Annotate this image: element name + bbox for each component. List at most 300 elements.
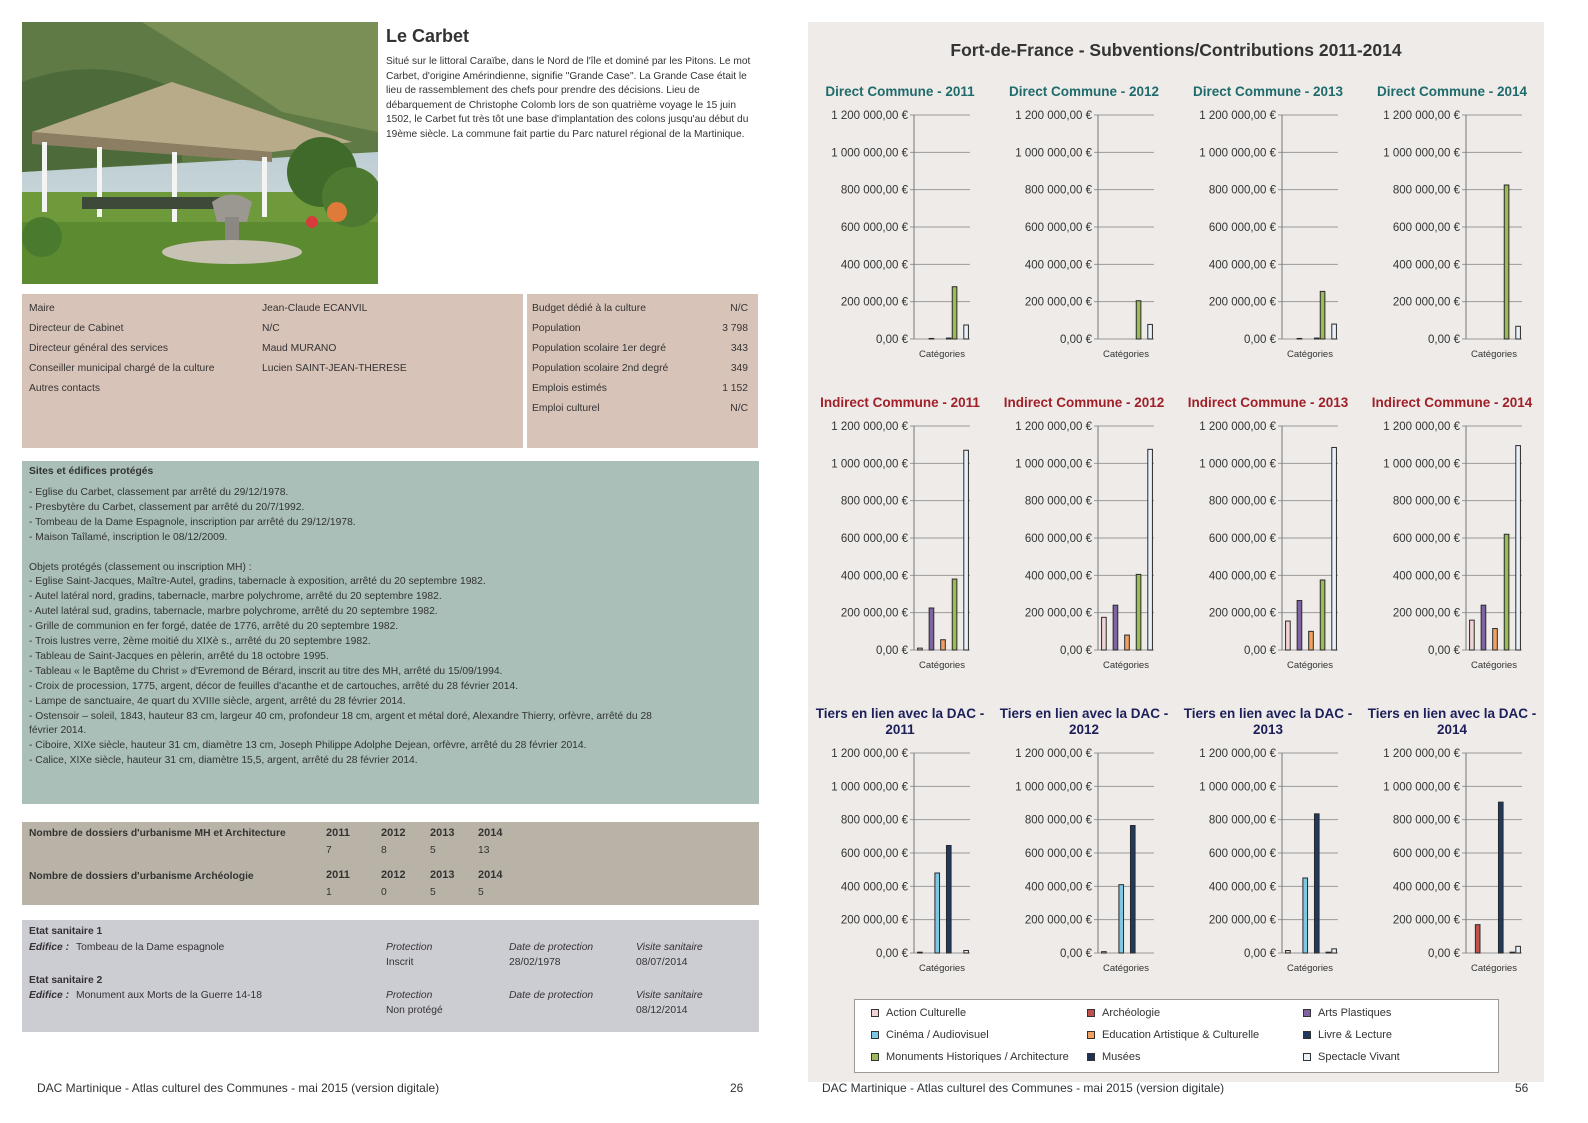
chart-plot [808, 395, 992, 675]
urban-mh-year: 2013 [430, 827, 455, 839]
x-axis-label: Catégories [1103, 963, 1149, 974]
urban-archeo-year: 2011 [326, 869, 350, 881]
heritage-heading: Sites et édifices protégés [29, 466, 154, 477]
y-tick-label: 800 000,00 € [1392, 495, 1460, 508]
school-1-label: Population scolaire 1er degré [532, 343, 666, 354]
y-tick-label: 600 000,00 € [1208, 222, 1276, 234]
bar-mus-es [1326, 952, 1331, 953]
heritage-block [22, 461, 759, 804]
chart-direct-2013 [1176, 84, 1360, 364]
y-tick-label: 800 000,00 € [840, 184, 908, 197]
y-tick-label: 0,00 € [1060, 948, 1092, 960]
y-tick-label: 0,00 € [1428, 334, 1460, 346]
y-tick-label: 1 200 000,00 € [831, 110, 908, 122]
sanitary-1-protection-label: Protection [386, 942, 433, 953]
urban-archeo-label: Nombre de dossiers d'urbanisme Archéologie [29, 871, 254, 882]
right-page [790, 0, 1588, 1123]
legend-label: Monuments Historiques / Architecture [886, 1051, 1069, 1063]
chart-plot [1360, 395, 1544, 675]
bar-education-artistique-culturelle [1309, 631, 1314, 650]
urban-archeo-year: 2013 [430, 869, 455, 881]
bar-arts-plastiques [1481, 605, 1486, 650]
legend-swatch [871, 1031, 879, 1039]
heritage-line: - Autel latéral nord, gradins, tabernacle, marbre polychrome, arrêté du 20 septembre 1982. [29, 591, 442, 603]
x-axis-label: Catégories [1287, 963, 1333, 974]
y-tick-label: 600 000,00 € [1392, 222, 1460, 234]
jobs-value: 1 152 [722, 383, 748, 394]
y-tick-label: 200 000,00 € [840, 296, 908, 309]
legend-label: Archéologie [1102, 1007, 1161, 1019]
chart-title: Indirect Commune - 2012 [1003, 395, 1165, 410]
budget-value: N/C [730, 303, 748, 314]
heritage-line: - Eglise du Carbet, classement par arrêté du 29/12/1978. [29, 487, 289, 498]
y-tick-label: 400 000,00 € [1024, 259, 1092, 272]
legend-item [1303, 1029, 1392, 1041]
bar-livre-lecture [1314, 814, 1319, 953]
urban-mh-label: Nombre de dossiers d'urbanisme MH et Architecture [29, 828, 286, 839]
chart-direct-2014 [1360, 84, 1544, 364]
sanitary-block [22, 920, 759, 1032]
right-footer-text: DAC Martinique - Atlas culturel des Communes - mai 2015 (version digitale) [822, 1081, 1225, 1095]
y-tick-label: 0,00 € [1060, 645, 1092, 657]
legend-label: Cinéma / Audiovisuel [886, 1029, 989, 1041]
heritage-line: - Maison Taîlamé, inscription le 08/12/2009. [29, 531, 228, 543]
y-tick-label: 1 000 000,00 € [1383, 147, 1460, 160]
legend-item [1087, 1029, 1259, 1041]
cultural-job-label: Emploi culturel [532, 403, 600, 414]
x-axis-label: Catégories [919, 963, 965, 974]
urban-archeo-value: 5 [478, 887, 484, 898]
chart-title: Tiers en lien avec la DAC - 2011 [815, 706, 985, 737]
urban-mh-year: 2011 [326, 827, 350, 839]
y-tick-label: 600 000,00 € [1392, 533, 1460, 545]
bar-livre-lecture [1130, 826, 1135, 954]
chart-title: Indirect Commune - 2014 [1371, 395, 1533, 410]
bar-cin-ma-audiovisuel [935, 873, 940, 953]
chart-indirect-2011 [808, 395, 992, 675]
chart-title: Direct Commune - 2011 [825, 84, 975, 99]
bar-spectacle-vivant [1516, 446, 1521, 650]
y-tick-label: 0,00 € [1428, 948, 1460, 960]
y-tick-label: 600 000,00 € [1208, 848, 1276, 860]
y-tick-label: 200 000,00 € [1392, 296, 1460, 309]
legend-swatch [871, 1053, 879, 1061]
chart-indirect-2014 [1360, 395, 1544, 675]
sanitary-2-visit-label: Visite sanitaire [636, 990, 703, 1001]
charts-panel [808, 22, 1544, 1082]
bar-cin-ma-audiovisuel [1303, 878, 1308, 953]
chart-plot [1176, 395, 1360, 675]
dgs-value: Maud MURANO [262, 343, 337, 354]
charts-main-title: Fort-de-France - Subventions/Contributions 2011-2014 [950, 40, 1402, 60]
y-tick-label: 0,00 € [876, 334, 908, 346]
chart-plot [808, 84, 992, 364]
sanitary-2-protection-label: Protection [386, 990, 433, 1001]
urban-archeo-value: 0 [381, 887, 387, 898]
bar-education-artistique-culturelle [941, 640, 946, 650]
y-tick-label: 400 000,00 € [1392, 259, 1460, 272]
y-tick-label: 1 200 000,00 € [1015, 110, 1092, 122]
legend-item [871, 1051, 1069, 1063]
legend-item [871, 1029, 989, 1041]
legend-label: Education Artistique & Culturelle [1102, 1029, 1260, 1041]
school-2-value: 349 [730, 363, 748, 374]
bar-action-culturelle [918, 952, 923, 953]
y-tick-label: 600 000,00 € [840, 222, 908, 234]
legend-swatch [1303, 1009, 1311, 1017]
legend-swatch [1087, 1031, 1095, 1039]
cabinet-label: Directeur de Cabinet [29, 323, 124, 334]
sanitary-2-edifice: Monument aux Morts de la Guerre 14-18 [76, 990, 263, 1001]
commune-intro: Situé sur le littoral Caraïbe, dans le Nord de l'île et dominé par les Pitons. Le mot Carbet, d'origine Amérindienne, signifie "Grande Case". La Grande Case était le lieu de rassemblement des chefs pour prendre des décisions. Lieu de débarquement de Christophe Colomb lors de son quatrième voyage le 15 juin 1502, le Carbet fut très tôt une base d'implantation des colons jusqu'au début du 19ème siècle. La commune fait partie du Parc naturel régional de la Martinique. [386, 56, 751, 140]
heritage-line: - Tombeau de la Dame Espagnole, inscription par arrêté du 29/12/1978. [29, 516, 356, 528]
y-tick-label: 600 000,00 € [1024, 222, 1092, 234]
bar-arts-plastiques [1113, 605, 1118, 650]
legend-item [1087, 1051, 1141, 1063]
y-tick-label: 0,00 € [1244, 334, 1276, 346]
heritage-list [29, 486, 749, 769]
sanitary-1-date: 28/02/1978 [509, 957, 561, 968]
y-tick-label: 400 000,00 € [1024, 881, 1092, 894]
bar-arch-ologie [1475, 925, 1480, 953]
y-tick-label: 1 000 000,00 € [1199, 458, 1276, 471]
y-tick-label: 400 000,00 € [1208, 259, 1276, 272]
legend-swatch [1087, 1053, 1095, 1061]
population-value: 3 798 [722, 323, 748, 334]
bar-livre-lecture [946, 846, 951, 954]
y-tick-label: 1 200 000,00 € [1015, 421, 1092, 433]
heritage-line: - Lampe de sanctuaire, 4e quart du XVIIIe siècle, argent, arrêté du 28 février 2014. [29, 695, 406, 707]
bar-mus-es [1510, 952, 1515, 953]
heritage-line [29, 546, 749, 561]
chart-legend [854, 999, 1499, 1073]
y-tick-label: 400 000,00 € [840, 570, 908, 583]
bar-monuments-historiques-architecture [1320, 291, 1325, 339]
x-axis-label: Catégories [1471, 963, 1517, 974]
legend-label: Livre & Lecture [1318, 1029, 1392, 1041]
x-axis-label: Catégories [1471, 349, 1517, 360]
y-tick-label: 1 000 000,00 € [1015, 147, 1092, 160]
sanitary-1-edifice-label: Edifice : [29, 942, 70, 953]
sanitary-2-heading: Etat sanitaire 2 [29, 975, 103, 986]
bar-arts-plastiques [929, 608, 934, 650]
y-tick-label: 600 000,00 € [1024, 533, 1092, 545]
dgs-label: Directeur général des services [29, 343, 169, 354]
contacts-block [22, 294, 523, 448]
chart-direct-2011 [808, 84, 992, 364]
sanitary-1-date-label: Date de protection [509, 942, 594, 953]
bar-action-culturelle [1286, 951, 1291, 954]
carbet-photo-illustration [22, 22, 378, 284]
y-tick-label: 400 000,00 € [1392, 881, 1460, 894]
bar-cin-ma-audiovisuel [1119, 885, 1124, 953]
y-tick-label: 1 200 000,00 € [1015, 748, 1092, 760]
bar-action-culturelle [1286, 621, 1291, 650]
chart-plot [1176, 84, 1360, 364]
bar-monuments-historiques-architecture [1136, 301, 1141, 339]
chart-plot [1360, 706, 1544, 986]
chart-title: Direct Commune - 2013 [1192, 84, 1344, 99]
y-tick-label: 0,00 € [1244, 645, 1276, 657]
y-tick-label: 200 000,00 € [1392, 607, 1460, 620]
y-tick-label: 800 000,00 € [1208, 495, 1276, 508]
x-axis-label: Catégories [919, 660, 965, 671]
bar-arts-plastiques [929, 338, 934, 339]
chart-indirect-2012 [992, 395, 1176, 675]
chart-plot [1176, 706, 1360, 986]
y-tick-label: 800 000,00 € [1024, 495, 1092, 508]
y-tick-label: 400 000,00 € [840, 259, 908, 272]
bar-spectacle-vivant [1516, 946, 1521, 953]
y-tick-label: 800 000,00 € [840, 814, 908, 827]
heritage-line: février 2014. [29, 725, 87, 737]
urban-archeo-value: 5 [430, 887, 436, 898]
chart-tiers-2012 [992, 706, 1176, 986]
bar-monuments-historiques-architecture [1504, 534, 1509, 650]
bar-education-artistique-culturelle [1493, 629, 1498, 650]
legend-item [1303, 1051, 1400, 1063]
y-tick-label: 200 000,00 € [1208, 296, 1276, 309]
y-tick-label: 600 000,00 € [840, 848, 908, 860]
heritage-line: - Presbytère du Carbet, classement par arrêté du 20/7/1992. [29, 501, 305, 513]
bar-spectacle-vivant [1332, 447, 1337, 650]
sanitary-1-heading: Etat sanitaire 1 [29, 926, 103, 937]
heritage-line: - Tableau de Saint-Jacques en pèlerin, arrêté du 18 octobre 1995. [29, 650, 329, 662]
y-tick-label: 1 000 000,00 € [1383, 781, 1460, 794]
y-tick-label: 1 200 000,00 € [1199, 748, 1276, 760]
sanitary-2-visit: 08/12/2014 [636, 1005, 688, 1016]
urban-mh-year: 2014 [478, 827, 503, 839]
y-tick-label: 400 000,00 € [1024, 570, 1092, 583]
chart-plot [992, 395, 1176, 675]
heritage-line: - Autel latéral sud, gradins, tabernacle, marbre polychrome, arrêté du 20 septembre 1982. [29, 606, 438, 618]
bar-action-culturelle [1470, 620, 1475, 650]
urban-mh-value: 13 [478, 845, 490, 856]
bar-monuments-historiques-architecture [1136, 574, 1141, 650]
urban-mh-value: 7 [326, 845, 332, 856]
y-tick-label: 1 000 000,00 € [1199, 781, 1276, 794]
left-footer-text: DAC Martinique - Atlas culturel des Communes - mai 2015 (version digitale) [37, 1081, 440, 1095]
jobs-label: Emplois estimés [532, 383, 607, 394]
cultural-job-value: N/C [730, 403, 748, 414]
x-axis-label: Catégories [1471, 660, 1517, 671]
chart-plot [992, 84, 1176, 364]
budget-label: Budget dédié à la culture [532, 303, 646, 314]
heritage-line: - Tableau « le Baptême du Christ » d'Evremond de Bérard, inscrit au titre des MH, arrêté du 15/09/1994. [29, 665, 503, 677]
sanitary-1-edifice: Tombeau de la Dame espagnole [76, 942, 225, 953]
heritage-line: - Grille de communion en fer forgé, datée de 1776, arrêté du 20 septembre 1982. [29, 621, 399, 633]
legend-swatch [1303, 1031, 1311, 1039]
urban-mh-year: 2012 [381, 827, 406, 839]
chart-indirect-2013 [1176, 395, 1360, 675]
y-tick-label: 200 000,00 € [1024, 607, 1092, 620]
left-page [0, 0, 790, 1123]
urban-mh-value: 5 [430, 845, 436, 856]
sanitary-2-edifice-label: Edifice : [29, 990, 70, 1001]
y-tick-label: 200 000,00 € [1024, 296, 1092, 309]
chart-tiers-2011 [808, 706, 992, 986]
left-page-number: 26 [730, 1081, 744, 1095]
school-2-label: Population scolaire 2nd degré [532, 363, 669, 374]
bar-spectacle-vivant [964, 325, 969, 339]
urban-archeo-value: 1 [326, 887, 332, 898]
mayor-label: Maire [29, 303, 55, 314]
bar-livre-lecture [1498, 802, 1503, 953]
legend-swatch [1087, 1009, 1095, 1017]
y-tick-label: 600 000,00 € [1392, 848, 1460, 860]
bar-spectacle-vivant [1148, 324, 1153, 339]
cabinet-value: N/C [262, 323, 280, 334]
heritage-line: - Ciboire, XIXe siècle, hauteur 31 cm, diamètre 13 cm, Joseph Philippe Adolphe Dejean, orfèvre, arrêté du 28 février 2014. [29, 740, 587, 752]
y-tick-label: 200 000,00 € [840, 607, 908, 620]
y-tick-label: 400 000,00 € [1208, 881, 1276, 894]
y-tick-label: 0,00 € [1244, 948, 1276, 960]
legend-label: Spectacle Vivant [1318, 1051, 1400, 1063]
school-1-value: 343 [730, 343, 748, 354]
bar-arts-plastiques [1297, 601, 1302, 650]
chart-tiers-2014 [1360, 706, 1544, 986]
chart-tiers-2013 [1176, 706, 1360, 986]
y-tick-label: 600 000,00 € [840, 533, 908, 545]
y-tick-label: 1 200 000,00 € [1199, 110, 1276, 122]
bar-spectacle-vivant [1332, 949, 1337, 953]
culture-councillor-value: Lucien SAINT-JEAN-THERESE [262, 363, 407, 374]
y-tick-label: 800 000,00 € [840, 495, 908, 508]
sanitary-1-visit: 08/07/2014 [636, 957, 688, 968]
y-tick-label: 400 000,00 € [840, 881, 908, 894]
bar-monuments-historiques-architecture [1320, 580, 1325, 650]
y-tick-label: 600 000,00 € [1024, 848, 1092, 860]
x-axis-label: Catégories [1103, 660, 1149, 671]
y-tick-label: 200 000,00 € [1208, 914, 1276, 927]
x-axis-label: Catégories [1287, 349, 1333, 360]
y-tick-label: 800 000,00 € [1024, 184, 1092, 197]
y-tick-label: 0,00 € [1428, 645, 1460, 657]
bar-livre-lecture [946, 338, 951, 339]
urban-archeo-year: 2012 [381, 869, 406, 881]
y-tick-label: 800 000,00 € [1208, 184, 1276, 197]
y-tick-label: 800 000,00 € [1392, 184, 1460, 197]
bar-spectacle-vivant [964, 450, 969, 650]
y-tick-label: 400 000,00 € [1392, 570, 1460, 583]
bar-spectacle-vivant [1332, 324, 1337, 339]
heritage-line: - Trois lustres verre, 2ème moitié du XIXè s., arrêté du 20 septembre 1982. [29, 636, 371, 648]
x-axis-label: Catégories [1103, 349, 1149, 360]
bar-monuments-historiques-architecture [1504, 185, 1509, 339]
y-tick-label: 200 000,00 € [1392, 914, 1460, 927]
y-tick-label: 1 000 000,00 € [1383, 458, 1460, 471]
urbanism-block [22, 822, 759, 905]
y-tick-label: 200 000,00 € [840, 914, 908, 927]
y-tick-label: 800 000,00 € [1024, 814, 1092, 827]
chart-title: Direct Commune - 2014 [1376, 84, 1528, 99]
bar-education-artistique-culturelle [1125, 635, 1130, 650]
y-tick-label: 400 000,00 € [1208, 570, 1276, 583]
y-tick-label: 1 000 000,00 € [1015, 781, 1092, 794]
legend-label: Action Culturelle [886, 1007, 967, 1019]
bar-spectacle-vivant [964, 951, 969, 954]
y-tick-label: 0,00 € [1060, 334, 1092, 346]
legend-swatch [1303, 1053, 1311, 1061]
y-tick-label: 1 000 000,00 € [1015, 458, 1092, 471]
heritage-line: - Calice, XIXe siècle, hauteur 31 cm, diamètre 15,5, argent, arrêté du 28 février 2014. [29, 755, 418, 767]
chart-direct-2012 [992, 84, 1176, 364]
x-axis-label: Catégories [1287, 660, 1333, 671]
chart-title: Tiers en lien avec la DAC - 2012 [999, 706, 1169, 737]
legend-swatch [871, 1009, 879, 1017]
y-tick-label: 0,00 € [876, 948, 908, 960]
chart-plot [808, 706, 992, 986]
urban-mh-value: 8 [381, 845, 387, 856]
commune-photo [22, 22, 378, 284]
sanitary-2-protection: Non protégé [386, 1005, 443, 1016]
sanitary-2-date-label: Date de protection [509, 990, 594, 1001]
y-tick-label: 1 200 000,00 € [1199, 421, 1276, 433]
chart-title: Direct Commune - 2012 [1008, 84, 1160, 99]
legend-label: Musées [1102, 1051, 1141, 1063]
y-tick-label: 1 200 000,00 € [1383, 748, 1460, 760]
legend-item [871, 1007, 966, 1019]
heritage-line: Objets protégés (classement ou inscription MH) : [29, 561, 252, 573]
y-tick-label: 800 000,00 € [1392, 814, 1460, 827]
mayor-value: Jean-Claude ECANVIL [262, 303, 368, 314]
y-tick-label: 200 000,00 € [1024, 914, 1092, 927]
y-tick-label: 1 200 000,00 € [1383, 110, 1460, 122]
bar-arts-plastiques [1297, 338, 1302, 339]
chart-title: Tiers en lien avec la DAC - 2014 [1367, 706, 1537, 737]
population-label: Population [532, 323, 581, 334]
bar-action-culturelle [1102, 952, 1107, 953]
urban-archeo-year: 2014 [478, 869, 503, 881]
chart-plot [992, 706, 1176, 986]
chart-title: Tiers en lien avec la DAC - 2013 [1183, 706, 1353, 737]
y-tick-label: 0,00 € [876, 645, 908, 657]
commune-title: Le Carbet [386, 26, 470, 46]
y-tick-label: 1 000 000,00 € [831, 147, 908, 160]
stats-block [527, 294, 758, 448]
right-page-number: 56 [1515, 1081, 1529, 1095]
legend-item [1303, 1007, 1391, 1019]
bar-livre-lecture [1314, 338, 1319, 339]
heritage-line: - Eglise Saint-Jacques, Maître-Autel, gradins, tabernacle à exposition, arrêté du 20 septembre 1982. [29, 576, 486, 588]
chart-plot [1360, 84, 1544, 364]
y-tick-label: 1 000 000,00 € [831, 781, 908, 794]
chart-title: Indirect Commune - 2013 [1187, 395, 1349, 410]
y-tick-label: 1 000 000,00 € [1199, 147, 1276, 160]
heritage-line: - Ostensoir – soleil, 1843, hauteur 83 cm, largeur 40 cm, profondeur 18 cm, argent et métal doré, Alexandre Thierry, orfèvre, arrêté du 28 [29, 710, 652, 722]
x-axis-label: Catégories [919, 349, 965, 360]
bar-monuments-historiques-architecture [952, 579, 957, 650]
y-tick-label: 1 200 000,00 € [831, 748, 908, 760]
bar-monuments-historiques-architecture [952, 287, 957, 339]
y-tick-label: 600 000,00 € [1208, 533, 1276, 545]
heritage-line: - Croix de procession, 1775, argent, décor de feuilles d'acanthe et de cartouches, arrêté du 28 février 2014. [29, 680, 519, 692]
sanitary-1-protection: Inscrit [386, 957, 414, 968]
sanitary-1-visit-label: Visite sanitaire [636, 942, 703, 953]
culture-councillor-label: Conseiller municipal chargé de la culture [29, 363, 215, 374]
other-contacts-label: Autres contacts [29, 383, 100, 394]
bar-action-culturelle [1102, 617, 1107, 650]
legend-item [1087, 1007, 1160, 1019]
y-tick-label: 200 000,00 € [1208, 607, 1276, 620]
y-tick-label: 1 000 000,00 € [831, 458, 908, 471]
y-tick-label: 1 200 000,00 € [831, 421, 908, 433]
bar-action-culturelle [918, 648, 923, 650]
chart-title: Indirect Commune - 2011 [820, 395, 980, 410]
y-tick-label: 800 000,00 € [1208, 814, 1276, 827]
bar-spectacle-vivant [1148, 449, 1153, 650]
legend-label: Arts Plastiques [1318, 1007, 1392, 1019]
